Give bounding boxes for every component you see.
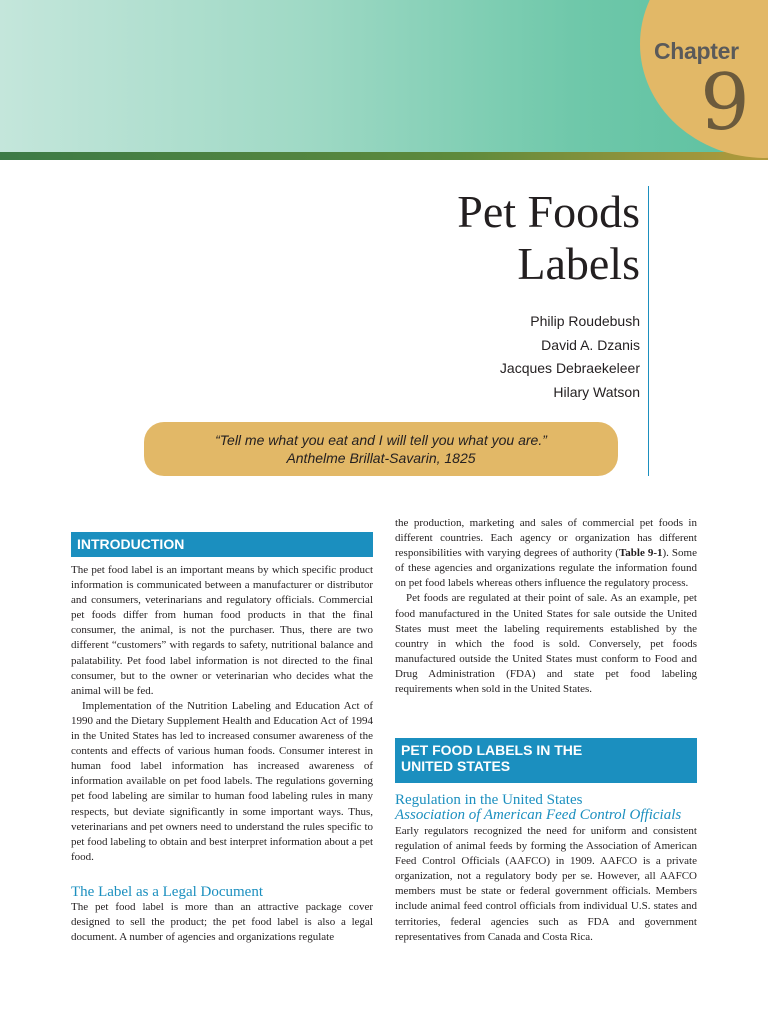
author: Jacques Debraekeleer xyxy=(499,360,640,376)
right-paragraph-1 xyxy=(395,516,697,591)
right-column xyxy=(395,516,697,697)
chapter-label: Chapter xyxy=(654,38,739,64)
epigraph-quote xyxy=(144,422,618,476)
author-list xyxy=(500,310,640,404)
quote-attribution: Anthelme Brillat-Savarin, 1825 xyxy=(286,450,476,466)
title-line-1: Pet Foods xyxy=(457,186,640,237)
table-reference[interactable]: Table 9-1 xyxy=(618,547,663,560)
left-column xyxy=(71,563,373,865)
quote-text: “Tell me what you eat and I will tell you what you are.” xyxy=(215,432,547,448)
author: Philip Roudebush xyxy=(530,313,640,329)
aafco-paragraph: Early regulators recognized the need for uniform and consistent regulation of animal feeds by forming the Association of American Feed Control Officials (AAFCO) in 1909. AAFCO is a private organization, not a regulatory body per se. However, all AAFCO members must be state or federal government officials. Members include animal feed control officials from individual U.S. states and territories, federal agencies such as FDA and government representatives from Canada and Costa Rica. xyxy=(395,825,697,943)
introduction-heading: INTRODUCTION xyxy=(71,532,373,557)
aafco-subheading: Association of American Feed Control Officials xyxy=(395,807,682,823)
author: Hilary Watson xyxy=(553,383,640,400)
title-rule xyxy=(648,186,649,476)
legal-paragraph-1: The pet food label is more than an attractive package cover designed to sell the product; the pet food label is also a legal document. A number of agencies and organizations regulate xyxy=(71,901,373,944)
legal-document-heading: The Label as a Legal Document xyxy=(71,884,263,900)
us-heading-line-1: PET FOOD LABELS IN THE xyxy=(401,742,583,758)
right-p1-text: the production, marketing and sales of commercial pet foods in different countries. Each agency or organization has different responsibilities with varying degrees of authority ( xyxy=(395,517,697,560)
intro-paragraph-1: The pet food label is an important means by which specific product information is communicated between a manufacturer or distributor and consumers, veterinarians and regulatory officials. Commercial pet foods differ from human food products in that the final consumer, the animal, is not the purchaser. Thus, there are two different “customers” with regards to safety, nutritional balance and palatability. Pet food label information is not directed to the final consumer, but to the owner or veterinarian who decides what the animal will be fed. xyxy=(71,564,373,697)
right-paragraph-2: Pet foods are regulated at their point of sale. As an example, pet food manufactured in the United States for sale outside the United States must meet the labeling requirements established by the country in which the food is sold. Conversely, pet foods manufactured outside the United States must conform to Food and Drug Administration (FDA) and state pet food labeling requirements when sold in the United States. xyxy=(395,592,697,696)
page-title xyxy=(457,186,640,290)
legal-column xyxy=(71,900,373,945)
header-rule xyxy=(0,152,768,160)
title-line-2: Labels xyxy=(517,238,640,289)
author: David A. Dzanis xyxy=(541,336,640,353)
right-p1-text-end: ). Some of these agencies and organizations regulate the information found on pet food labels whereas others influence the regulatory process. xyxy=(395,547,697,590)
intro-paragraph-2: Implementation of the Nutrition Labeling and Education Act of 1990 and the Dietary Supplement Health and Education Act of 1994 in the United States has led to increased consumer awareness of the contents and effects of various human foods. Consumer interest in human food label information has increased awareness of information available on pet food labels. The regulations governing pet food labeling are similar to human food labeling rules in many respects, but deviate significantly in some important ways. Thus, veterinarians and pet owners need to understand the rules specific to pet food labeling to obtain and best interpret information about a pet food. xyxy=(71,699,373,863)
us-heading-line-2: UNITED STATES xyxy=(401,758,511,774)
us-labels-heading xyxy=(395,738,697,783)
chapter-number: 9 xyxy=(700,58,750,148)
regulation-subheading: Regulation in the United States xyxy=(395,792,583,808)
aafco-column xyxy=(395,824,697,945)
